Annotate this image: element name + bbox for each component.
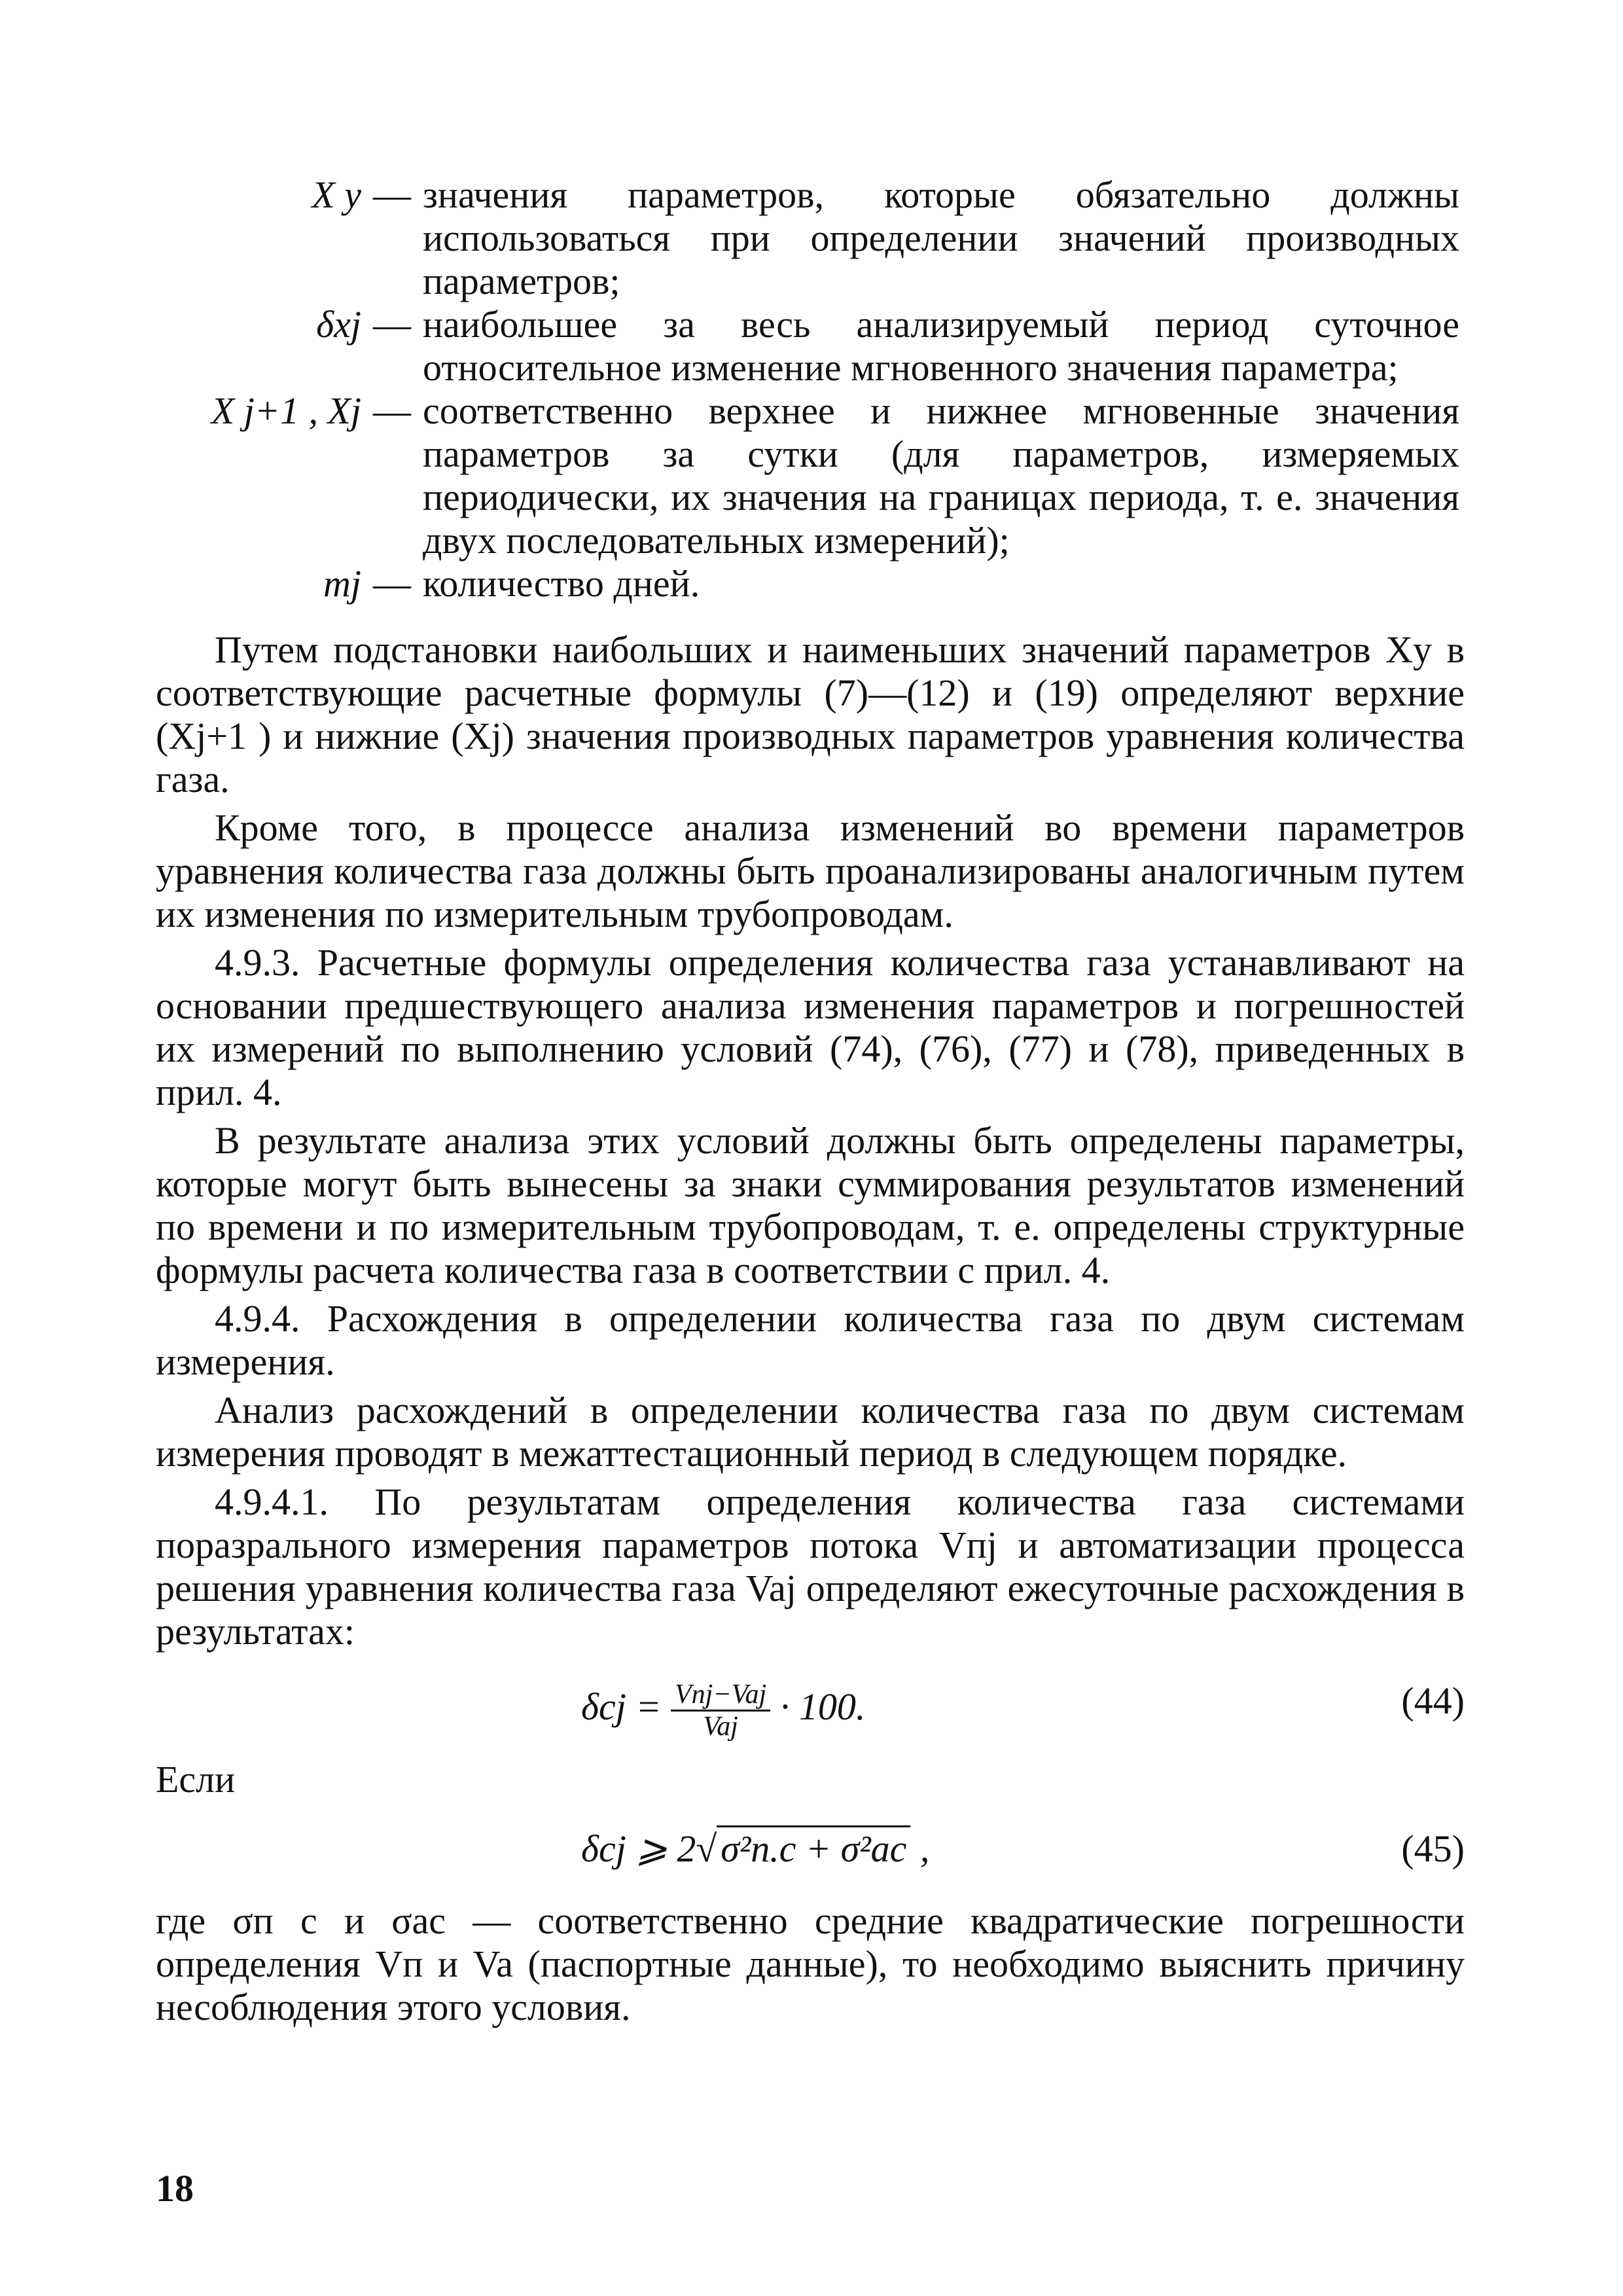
formula-44-number: (44) [1401, 1679, 1465, 1722]
formula-45-lhs: δcj ⩾ 2 [581, 1827, 696, 1870]
definition-dash: — [373, 173, 411, 216]
formula-44 [156, 1660, 1465, 1745]
definition-dash: — [373, 389, 411, 432]
paragraph: Кроме того, в процессе анализа изменений во времени параметров уравнения количества газа должны быть проанализированы аналогичным путем их изменения по измерительным трубопроводам. [156, 806, 1465, 935]
definition-dash: — [373, 562, 411, 605]
definitions-list [164, 173, 1459, 605]
closing-paragraph: где σп с и σac — соответственно средние квадратические погрешности определения Vп и Va (паспортные данные), то необходимо выяснить причину несоблюдения этого условия. [156, 1899, 1465, 2028]
formula-45 [156, 1808, 1465, 1893]
formula-44-numerator: Vпj−Vaj [671, 1679, 770, 1712]
formula-45-number: (45) [1401, 1827, 1465, 1870]
definition-symbol: X j+1 , Xj [211, 389, 361, 432]
formula-45-expression [581, 1827, 929, 1871]
definition-symbol: δxj [316, 303, 361, 346]
definition-item [164, 562, 1459, 605]
formula-44-tail: · 100. [779, 1685, 866, 1728]
sqrt-sign-icon: √ [696, 1827, 717, 1870]
formula-44-expression [581, 1679, 865, 1742]
paragraph: 4.9.4.1. По результатам определения количества газа системами поразрального измерения параметров потока Vпj и автоматизации процесса решения уравнения количества газа Vaj определяют ежесуточные расхождения в результатах: [156, 1480, 1465, 1653]
definition-symbol: X у [312, 173, 361, 216]
definition-dash: — [373, 303, 411, 346]
formula-45-tail: , [919, 1827, 930, 1870]
definition-text: наибольшее за весь анализируемый период суточное относительное изменение мгновенного значения параметра; [423, 303, 1459, 389]
definition-item [164, 303, 1459, 389]
definition-text: значения параметров, которые обязательно должны использоваться при определении значений производных параметров; [423, 173, 1459, 302]
formula-44-lhs: δcj = [581, 1685, 662, 1728]
page-number: 18 [156, 2167, 194, 2210]
definition-item [164, 173, 1459, 303]
formula-45-radicand: σ²п.с + σ²ac [717, 1825, 910, 1870]
body-text [156, 628, 1465, 2034]
definition-text: соответственно верхнее и нижнее мгновенные значения параметров за сутки (для параметров, измеряемых периодически, их значения на границах периода, т. е. значения двух последовательных измерений); [423, 389, 1459, 562]
definition-item [164, 389, 1459, 562]
definition-text: количество дней. [423, 562, 700, 605]
paragraph: 4.9.3. Расчетные формулы определения количества газа устанавливают на основании предшествующего анализа изменения параметров и погрешностей их измерений по выполнению условий (74), (76), (77) и (78), приведенных в прил. 4. [156, 941, 1465, 1113]
formula-44-fraction [671, 1679, 770, 1742]
paragraph: В результате анализа этих условий должны быть определены параметры, которые могут быть вынесены за знаки суммирования результатов изменений по времени и по измерительным трубопроводам, т. е. определены структурные формулы расчета количества газа в соответствии с прил. 4. [156, 1119, 1465, 1291]
if-word: Если [156, 1758, 236, 1801]
paragraph: Анализ расхождений в определении количества газа по двум системам измерения проводят в межаттестационный период в следующем порядке. [156, 1389, 1465, 1475]
paragraph: Путем подстановки наибольших и наименьших значений параметров Xу в соответствующие расчетные формулы (7)—(12) и (19) определяют верхние (Xj+1 ) и нижние (Xj) значения производных параметров уравнения количества газа. [156, 628, 1465, 800]
definition-symbol: mj [323, 562, 361, 605]
paragraph: 4.9.4. Расхождения в определении количества газа по двум системам измерения. [156, 1297, 1465, 1383]
formula-44-denominator: Vaj [703, 1712, 738, 1742]
